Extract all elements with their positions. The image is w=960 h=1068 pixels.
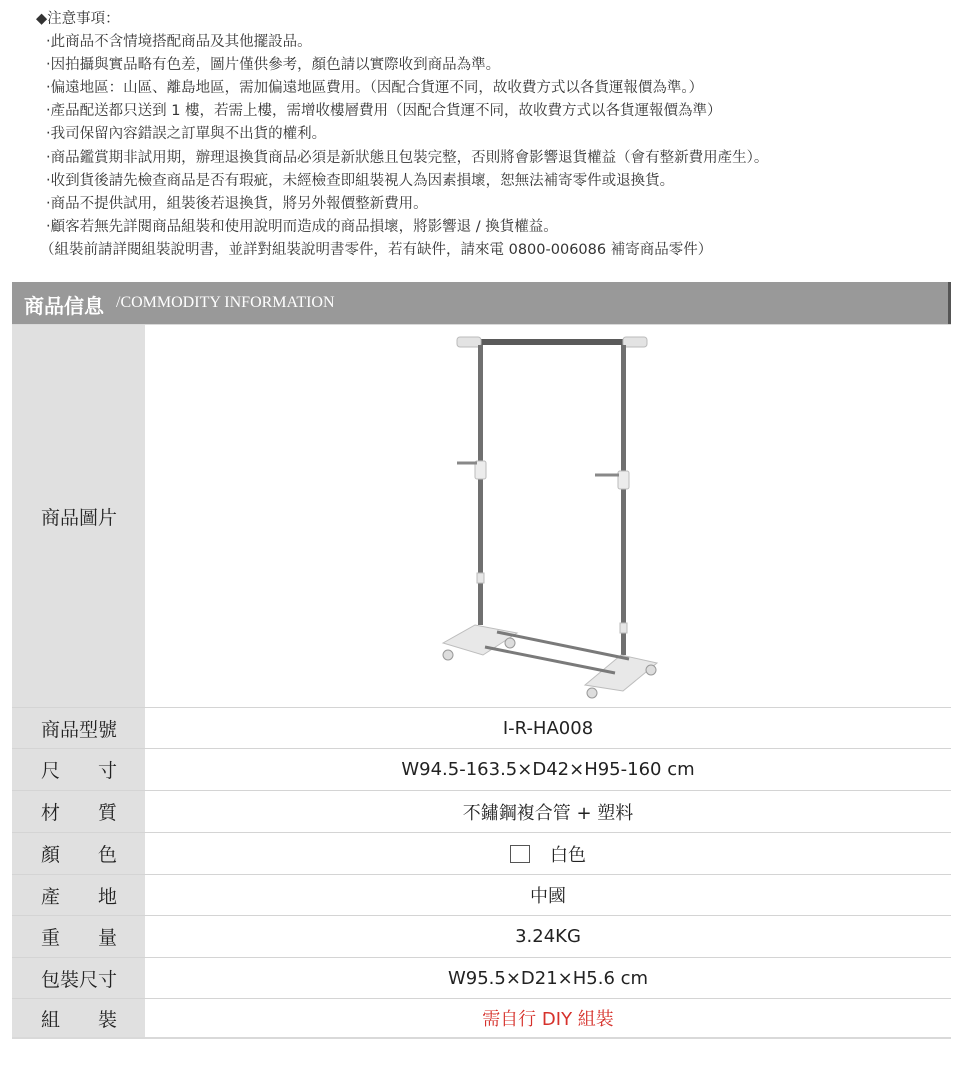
assembly-label-b: 裝 — [97, 1008, 117, 1031]
commodity-info-subtitle: /COMMODITY INFORMATION — [116, 294, 335, 311]
label-cell-size — [12, 749, 145, 790]
notice-section — [36, 8, 936, 262]
product-image-cell — [145, 325, 951, 707]
size-label-a: 尺 — [41, 760, 61, 782]
product-image-label: 商品圖片 — [41, 506, 118, 529]
size-value: W94.5-163.5×D42×H95-160 cm — [401, 759, 695, 780]
notice-item: ‧顧客若無先詳閱商品組裝和使用說明而造成的商品損壞，將影響退 / 換貨權益。 — [46, 218, 558, 235]
material-label-b: 質 — [97, 802, 117, 824]
label-cell-package-size — [12, 958, 145, 998]
notice-item: ‧商品不提供試用，組裝後若退換貨，將另外報價整新費用。 — [46, 195, 428, 212]
color-label-a: 顏 — [41, 844, 61, 866]
model-value: I-R-HA008 — [502, 717, 594, 739]
label-cell-origin — [12, 875, 145, 915]
origin-value: 中國 — [530, 886, 566, 907]
value-cell-color — [145, 833, 951, 874]
origin-label-a: 產 — [41, 885, 61, 908]
assembly-label-a: 組 — [41, 1008, 61, 1031]
value-cell-package-size — [145, 958, 951, 998]
model-label: 商品型號 — [41, 718, 118, 741]
notice-item: ‧我司保留內容錯誤之訂單與不出貨的權利。 — [46, 126, 327, 143]
assembly-value: 需自行 DIY 組裝 — [482, 1009, 614, 1030]
value-cell-material — [145, 791, 951, 832]
value-cell-origin — [145, 875, 951, 915]
label-cell-model — [12, 708, 145, 748]
label-cell-assembly — [12, 999, 145, 1037]
product-image-label-cell — [12, 325, 145, 707]
commodity-info-title: 商品信息 — [24, 294, 104, 318]
weight-value: 3.24KG — [515, 926, 581, 947]
value-cell-model — [145, 708, 951, 748]
commodity-info-table — [12, 282, 951, 1039]
size-label-b: 寸 — [97, 760, 117, 782]
material-label-a: 材 — [41, 802, 61, 824]
weight-label-b: 量 — [97, 927, 117, 949]
color-label-b: 色 — [97, 844, 117, 866]
package-size-value: W95.5×D21×H5.6 cm — [447, 967, 649, 989]
notice-item: ‧此商品不含情境搭配商品及其他擺設品。 — [46, 34, 312, 51]
label-cell-weight — [12, 916, 145, 957]
value-cell-size — [145, 749, 951, 790]
origin-label-b: 地 — [97, 885, 117, 908]
clothes-rack-image — [145, 325, 951, 707]
value-cell-weight — [145, 916, 951, 957]
notice-item: ‧產品配送都只送到 1 樓，若需上樓，需增收樓層費用（因配合貨運不同，故收費方式以各貨運報價為準） — [46, 103, 722, 120]
notice-item: ‧偏遠地區：山區、離島地區，需加偏遠地區費用。（因配合貨運不同，故收費方式以各貨運報價為準。） — [46, 80, 704, 97]
package-size-label: 包裝尺寸 — [41, 968, 118, 991]
notice-item: ‧收到貨後請先檢查商品是否有瑕疵，未經檢查即組裝視人為因素損壞，恕無法補寄零件或退換貨。 — [46, 172, 675, 189]
color-value: 白色 — [550, 844, 586, 866]
notice-item: ‧因拍攝與實品略有色差，圖片僅供參考，顏色請以實際收到商品為準。 — [46, 57, 501, 74]
value-cell-assembly — [145, 999, 951, 1037]
label-cell-color — [12, 833, 145, 874]
label-cell-material — [12, 791, 145, 832]
commodity-info-header — [12, 282, 951, 324]
material-value: 不鏽鋼複合管 + 塑料 — [462, 802, 634, 824]
notice-footer: （組裝前請詳閱組裝說明書，並詳對組裝說明書零件，若有缺件，請來電 0800-006086 補寄商品零件） — [40, 241, 713, 258]
color-swatch — [510, 845, 530, 863]
weight-label-a: 重 — [41, 927, 61, 949]
notice-item: ‧商品鑑賞期非試用期，辦理退換貨商品必須是新狀態且包裝完整，否則將會影響退貨權益（會有整新費用產生）。 — [46, 149, 769, 166]
notice-title: ◆注意事項： — [36, 11, 120, 27]
